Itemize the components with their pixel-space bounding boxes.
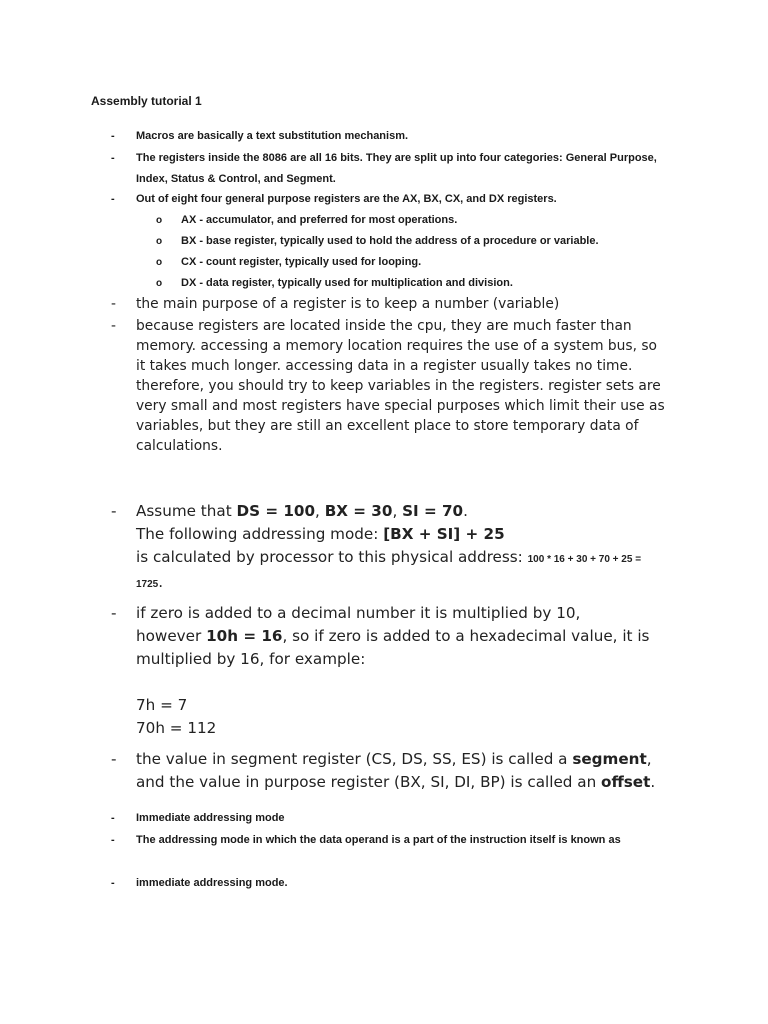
document-title: Assembly tutorial 1	[91, 94, 202, 108]
circle-marker: o	[156, 215, 163, 226]
hex-example-1: 7h = 7	[136, 696, 188, 714]
dash-marker: -	[111, 750, 117, 768]
segment-word: segment	[572, 750, 647, 768]
bullet-text: because registers are located inside the cpu, they are much faster than memory. accessing a memory location requires the use of a system bus, so it takes much longer. accessing data in a register usually takes no time. therefore, you should try to keep variables in the registers. register sets are very small and most registers have special purposes which limit their use as variables, but they are still an excellent place to store temporary data of calculations.	[136, 318, 665, 454]
bullet-text: The registers inside the 8086 are all 16 bits. They are split up into four categories: General Purpose, Index, Status & Control, and Segment.	[136, 152, 657, 185]
dash-marker: -	[111, 318, 116, 334]
circle-marker: o	[156, 278, 163, 289]
dash-marker: -	[111, 502, 117, 520]
bullet-text: Macros are basically a text substitution mechanism.	[136, 130, 409, 142]
dash-marker: -	[111, 152, 115, 164]
dash-marker: -	[111, 834, 115, 846]
sub-bullet-text: DX - data register, typically used for multiplication and division.	[181, 277, 513, 289]
offset-word: offset	[601, 773, 651, 791]
sub-bullet-text: AX - accumulator, and preferred for most operations.	[181, 214, 458, 226]
dash-marker: -	[111, 193, 115, 205]
ds-value: DS = 100	[236, 502, 316, 520]
address-formula: 100 * 16 + 30 + 70 + 25 =	[527, 554, 642, 565]
hex-example-2: 70h = 112	[136, 719, 217, 737]
bullet-text: The addressing mode in which the data operand is a part of the instruction itself is known as	[136, 834, 621, 846]
assume-text: Assume that DS = 100, BX = 30, SI = 70. The following addressing mode: [BX + SI] + 25 is calculated by processor to this physical address: 100 * 16 + 30 + 70 + 25 = 1725.	[136, 502, 642, 591]
circle-marker: o	[156, 236, 163, 247]
address-result: 1725	[136, 579, 159, 590]
bullet-text: Immediate addressing mode	[136, 812, 285, 824]
dash-marker: -	[111, 877, 115, 889]
hex-text: if zero is added to a decimal number it is multiplied by 10, however 10h = 16, so if zero is added to a hexadecimal value, it is multiplied by 16, for example: 7h = 7 70h = 112	[136, 604, 650, 737]
hex-bold: 10h = 16	[206, 627, 283, 645]
bullet-text: the main purpose of a register is to keep a number (variable)	[136, 296, 560, 312]
dash-marker: -	[111, 296, 116, 312]
bullet-text: Out of eight four general purpose registers are the AX, BX, CX, and DX registers.	[136, 193, 557, 205]
bullet-text: immediate addressing mode.	[136, 877, 288, 889]
dash-marker: -	[111, 604, 117, 622]
dash-marker: -	[111, 812, 115, 824]
dash-marker: -	[111, 130, 115, 142]
addressing-mode: [BX + SI] + 25	[383, 525, 505, 543]
sub-bullet-text: BX - base register, typically used to hold the address of a procedure or variable.	[181, 235, 599, 247]
bx-value: BX = 30	[324, 502, 393, 520]
sub-bullet-text: CX - count register, typically used for looping.	[181, 256, 422, 268]
circle-marker: o	[156, 257, 163, 268]
segment-text: the value in segment register (CS, DS, SS, ES) is called a segment, and the value in purpose register (BX, SI, DI, BP) is called an offset.	[136, 750, 656, 791]
si-value: SI = 70	[402, 502, 464, 520]
